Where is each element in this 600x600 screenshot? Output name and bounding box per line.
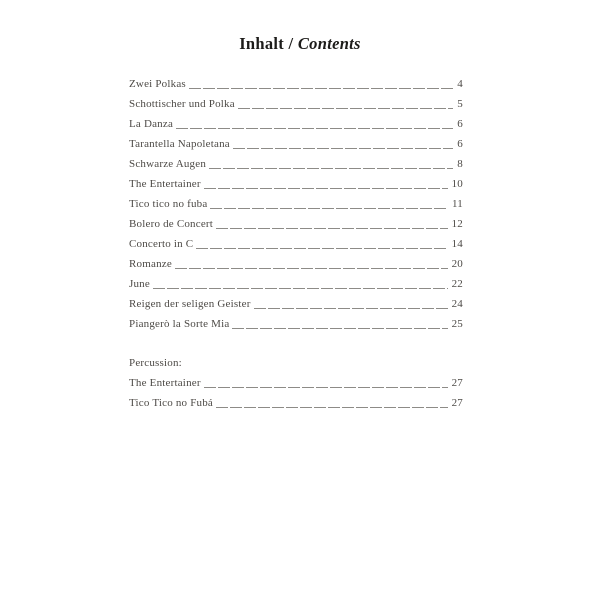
leader-line bbox=[254, 308, 448, 309]
toc-entry bbox=[129, 234, 463, 254]
toc-entry-page-number: 10 bbox=[451, 178, 463, 190]
toc-entry-title: Schwarze Augen bbox=[129, 158, 207, 170]
toc-entry bbox=[129, 373, 463, 393]
toc-entry bbox=[129, 274, 463, 294]
toc-entry-page-number: 11 bbox=[452, 198, 463, 210]
toc-entry-page-number: 25 bbox=[451, 318, 463, 330]
leader-line bbox=[238, 108, 453, 109]
toc-entry-page-number: 4 bbox=[457, 78, 463, 90]
toc-entry bbox=[129, 134, 463, 154]
leader-line bbox=[216, 407, 448, 408]
toc-entry bbox=[129, 254, 463, 274]
toc-entry-title: Zwei Polkas bbox=[129, 78, 186, 90]
toc-entry-title: Tarantella Napoletana bbox=[129, 138, 230, 150]
toc-entry bbox=[129, 194, 463, 214]
leader-line bbox=[210, 208, 448, 209]
toc-entry-title: Concerto in C bbox=[129, 238, 194, 250]
toc-entry-page-number: 27 bbox=[451, 377, 463, 389]
percussion-contents-list bbox=[129, 373, 463, 413]
toc-entry-page-number: 22 bbox=[451, 278, 463, 290]
leader-line bbox=[189, 88, 453, 89]
leader-line bbox=[175, 268, 448, 269]
toc-entry-page-number: 6 bbox=[457, 138, 463, 150]
leader-line bbox=[232, 328, 447, 329]
toc-entry-page-number: 27 bbox=[451, 397, 463, 409]
leader-line bbox=[216, 228, 448, 229]
toc-entry bbox=[129, 114, 463, 134]
toc-entry bbox=[129, 214, 463, 234]
toc-entry-page-number: 20 bbox=[451, 258, 463, 270]
toc-entry-page-number: 12 bbox=[451, 218, 463, 230]
toc-entry-title: Romanze bbox=[129, 258, 172, 270]
percussion-section-heading: Percussion: bbox=[129, 357, 182, 369]
toc-entry bbox=[129, 154, 463, 174]
toc-entry-title: Reigen der seligen Geister bbox=[129, 298, 251, 310]
toc-entry-page-number: 14 bbox=[451, 238, 463, 250]
title-english: Contents bbox=[297, 34, 361, 53]
toc-entry-title: June bbox=[129, 278, 150, 290]
toc-entry-title: Bolero de Concert bbox=[129, 218, 214, 230]
leader-line bbox=[196, 248, 447, 249]
toc-entry-page-number: 24 bbox=[451, 298, 463, 310]
toc-entry-page-number: 5 bbox=[457, 98, 463, 110]
toc-entry bbox=[129, 314, 463, 334]
leader-line bbox=[176, 128, 453, 129]
toc-entry-title: The Entertainer bbox=[129, 178, 201, 190]
toc-entry bbox=[129, 294, 463, 314]
leader-line bbox=[153, 288, 448, 289]
toc-entry bbox=[129, 393, 463, 413]
leader-line bbox=[204, 387, 448, 388]
toc-entry bbox=[129, 174, 463, 194]
toc-entry bbox=[129, 74, 463, 94]
page-title bbox=[0, 34, 600, 54]
toc-entry-title: Tico Tico no Fubá bbox=[129, 397, 213, 409]
leader-line bbox=[209, 168, 453, 169]
toc-entry-title: Piangerò la Sorte Mia bbox=[129, 318, 230, 330]
title-german: Inhalt / bbox=[239, 34, 294, 53]
leader-line bbox=[233, 148, 453, 149]
toc-entry-page-number: 8 bbox=[457, 158, 463, 170]
toc-entry-page-number: 6 bbox=[457, 118, 463, 130]
toc-entry-title: The Entertainer bbox=[129, 377, 201, 389]
contents-list bbox=[129, 74, 463, 334]
toc-entry-title: La Danza bbox=[129, 118, 174, 130]
toc-entry-title: Tico tico no fuba bbox=[129, 198, 208, 210]
toc-entry bbox=[129, 94, 463, 114]
leader-line bbox=[204, 188, 448, 189]
toc-entry-title: Schottischer und Polka bbox=[129, 98, 235, 110]
